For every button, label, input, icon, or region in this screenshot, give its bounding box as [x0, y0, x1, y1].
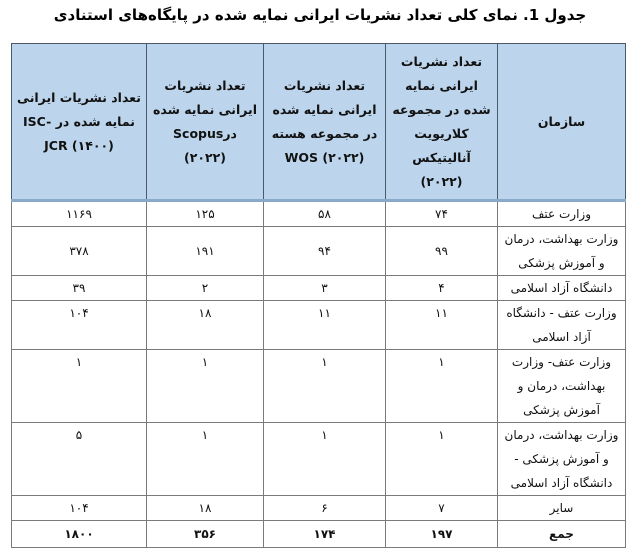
- cell-scopus: ۱: [147, 350, 264, 423]
- cell-scopus: ۱۲۵: [147, 201, 264, 227]
- header-wos: تعداد نشریات ایرانی نمایه شده در مجموعه هسته WOS (۲۰۲۲): [264, 44, 386, 201]
- cell-total-isc: ۱۸۰۰: [12, 521, 147, 548]
- table-caption: جدول 1. نمای کلی تعداد نشریات ایرانی نمایه شده در پایگاه‌های استنادی: [53, 6, 587, 24]
- cell-wos: ۱: [264, 423, 386, 496]
- cell-organization: سایر: [498, 496, 626, 521]
- cell-isc: ۱۰۴: [12, 496, 147, 521]
- cell-isc: ۳۷۸: [12, 227, 147, 276]
- cell-wos: ۹۴: [264, 227, 386, 276]
- cell-organization: وزارت بهداشت، درمان و آموزش پزشکی: [498, 227, 626, 276]
- cell-organization: دانشگاه آزاد اسلامی: [498, 276, 626, 301]
- cell-isc: ۳۹: [12, 276, 147, 301]
- cell-clarivate: ۷۴: [386, 201, 498, 227]
- header-organization: سازمان: [498, 44, 626, 201]
- cell-clarivate: ۴: [386, 276, 498, 301]
- cell-clarivate: ۱۱: [386, 301, 498, 350]
- table-row: [12, 423, 626, 496]
- cell-isc: ۵: [12, 423, 147, 496]
- cell-isc: ۱۱۶۹: [12, 201, 147, 227]
- cell-organization: وزارت بهداشت، درمان و آموزش پزشکی - دانشگاه آزاد اسلامی: [498, 423, 626, 496]
- cell-scopus: ۱۸: [147, 301, 264, 350]
- cell-wos: ۱۱: [264, 301, 386, 350]
- cell-organization: وزارت عتف - دانشگاه آزاد اسلامی: [498, 301, 626, 350]
- cell-total-clarivate: ۱۹۷: [386, 521, 498, 548]
- cell-total-scopus: ۳۵۶: [147, 521, 264, 548]
- cell-clarivate: ۱: [386, 350, 498, 423]
- cell-organization: وزارت عتف: [498, 201, 626, 227]
- cell-wos: ۶: [264, 496, 386, 521]
- header-scopus: تعداد نشریات ایرانی نمایه شده درScopus (۲۰۲۲): [147, 44, 264, 201]
- cell-organization: وزارت عتف- وزارت بهداشت، درمان و آموزش پزشکی: [498, 350, 626, 423]
- journals-table: [11, 43, 626, 548]
- table-row: [12, 496, 626, 521]
- cell-clarivate: ۱: [386, 423, 498, 496]
- cell-scopus: ۱: [147, 423, 264, 496]
- header-clarivate: تعداد نشریات ایرانی نمایه شده در مجموعه کلاریویت آنالیتیکس (۲۰۲۲): [386, 44, 498, 201]
- table-row: [12, 201, 626, 227]
- cell-clarivate: ۷: [386, 496, 498, 521]
- table-row: [12, 301, 626, 350]
- cell-total-wos: ۱۷۴: [264, 521, 386, 548]
- table-row: [12, 227, 626, 276]
- header-isc-jcr: تعداد نشریات ایرانی نمایه شده در ISC- JCR (۱۴۰۰): [12, 44, 147, 201]
- table-row: [12, 276, 626, 301]
- cell-wos: ۱: [264, 350, 386, 423]
- cell-isc: ۱۰۴: [12, 301, 147, 350]
- cell-scopus: ۲: [147, 276, 264, 301]
- cell-scopus: ۱۹۱: [147, 227, 264, 276]
- cell-total-label: جمع: [498, 521, 626, 548]
- header-row: [12, 44, 626, 201]
- cell-scopus: ۱۸: [147, 496, 264, 521]
- total-row: [12, 521, 626, 548]
- table-row: [12, 350, 626, 423]
- cell-clarivate: ۹۹: [386, 227, 498, 276]
- cell-wos: ۵۸: [264, 201, 386, 227]
- cell-isc: ۱: [12, 350, 147, 423]
- cell-wos: ۳: [264, 276, 386, 301]
